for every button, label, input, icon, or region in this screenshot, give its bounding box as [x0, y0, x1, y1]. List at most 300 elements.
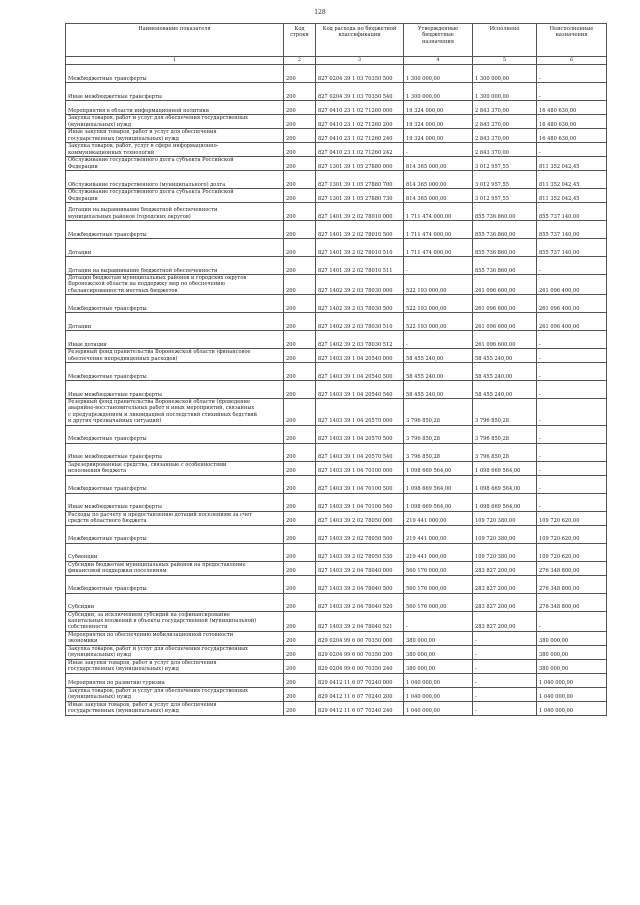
row-unexecuted: 261 096 400,00 [537, 275, 607, 295]
row-executed: 3 796 850,28 [473, 443, 537, 461]
row-name [66, 461, 284, 475]
table-row [66, 461, 607, 475]
row-name-line: с предупреждением и ликвидацией последствий стихийных бедствий [68, 411, 257, 418]
row-name [66, 83, 284, 101]
table-row [66, 189, 607, 203]
row-name [66, 659, 284, 673]
row-budget-code: 827 1403 39 1 04 20570 000 [316, 399, 404, 425]
row-name-line: Мероприятия по обеспечению мобилизационной готовности [68, 631, 234, 638]
row-budget-code: 827 1403 39 2 02 78050 530 [316, 543, 404, 561]
row-approved: - [404, 143, 473, 157]
row-line-code: 200 [284, 83, 316, 101]
row-executed: 1 098 669 564,00 [473, 475, 537, 493]
row-approved: 380 000,00 [404, 659, 473, 673]
row-line-code: 200 [284, 399, 316, 425]
row-line-code: 200 [284, 331, 316, 349]
row-approved: 380 000,00 [404, 631, 473, 645]
row-executed: 109 720 380,00 [473, 525, 537, 543]
row-name [66, 611, 284, 631]
row-executed: 261 096 600,00 [473, 295, 537, 313]
row-executed: 109 720 380,00 [473, 543, 537, 561]
row-line-code: 200 [284, 561, 316, 575]
row-name [66, 331, 284, 349]
row-line-code: 200 [284, 363, 316, 381]
row-approved: - [404, 331, 473, 349]
row-approved: 58 455 240,00 [404, 363, 473, 381]
row-executed: 3 796 850,28 [473, 425, 537, 443]
row-name [66, 701, 284, 715]
row-executed: - [473, 687, 537, 701]
row-budget-code: 827 1401 39 2 02 78010 000 [316, 203, 404, 221]
row-name-line: Обслуживание государственного (муниципального) долга [68, 181, 226, 188]
row-unexecuted: - [537, 143, 607, 157]
row-approved: 19 324 000,00 [404, 129, 473, 143]
row-unexecuted: 276 348 800,00 [537, 593, 607, 611]
row-line-code: 200 [284, 295, 316, 313]
row-executed: 58 455 240,00 [473, 363, 537, 381]
row-name-line: Межбюджетные трансферты [68, 75, 147, 82]
row-approved: 560 176 000,00 [404, 593, 473, 611]
row-name-line: Расходы по расчету и предоставлению дотаций поселениям за счет [68, 511, 253, 518]
row-name-line: Закупка товаров, работ, услуг в сфере информационно- [68, 143, 219, 150]
row-name [66, 475, 284, 493]
row-budget-code: 827 1402 39 2 03 78030 500 [316, 295, 404, 313]
column-number: 2 [284, 57, 316, 65]
row-name-line: Межбюджетные трансферты [68, 231, 147, 238]
table-row [66, 101, 607, 115]
table-row [66, 203, 607, 221]
row-approved: 3 796 850,28 [404, 425, 473, 443]
row-line-code: 200 [284, 575, 316, 593]
row-unexecuted: - [537, 331, 607, 349]
table-row [66, 611, 607, 631]
row-approved: 219 441 000,00 [404, 543, 473, 561]
row-name [66, 493, 284, 511]
column-number: 4 [404, 57, 473, 65]
row-line-code: 200 [284, 203, 316, 221]
row-approved: 560 176 000,00 [404, 561, 473, 575]
row-executed: 58 455 240,00 [473, 349, 537, 363]
row-name-line: Закупка товаров, работ и услуг для обеспечения государственных [68, 645, 249, 652]
row-name-line: собственности [68, 624, 108, 631]
row-approved: 1 300 000,00 [404, 65, 473, 83]
table-row [66, 331, 607, 349]
row-unexecuted: - [537, 493, 607, 511]
table-row [66, 425, 607, 443]
row-name-line: Иные закупки товаров, работ и услуг для обеспечения [68, 659, 217, 666]
column-number: 5 [473, 57, 537, 65]
row-name-line: капитальных вложений в объекты государственной (муниципальной) [68, 617, 257, 624]
row-line-code: 200 [284, 687, 316, 701]
table-row [66, 221, 607, 239]
row-name-line: Межбюджетные трансферты [68, 486, 147, 493]
row-name [66, 65, 284, 83]
budget-execution-table [65, 23, 607, 716]
row-executed: 3 012 957,55 [473, 171, 537, 189]
row-name [66, 171, 284, 189]
table-row [66, 381, 607, 399]
row-line-code: 200 [284, 189, 316, 203]
row-name-line: государственных (муниципальных) нужд [68, 708, 179, 715]
row-unexecuted: - [537, 349, 607, 363]
row-unexecuted: - [537, 381, 607, 399]
row-executed: - [473, 701, 537, 715]
row-name [66, 645, 284, 659]
row-executed: 2 843 370,00 [473, 129, 537, 143]
row-line-code: 200 [284, 425, 316, 443]
table-row [66, 543, 607, 561]
table-row [66, 295, 607, 313]
row-unexecuted: 811 352 042,45 [537, 157, 607, 171]
row-name-line: государственных (муниципальных) нужд [68, 666, 179, 673]
row-budget-code: 827 1403 39 1 04 20540 500 [316, 363, 404, 381]
row-budget-code: 829 0204 99 6 00 70350 240 [316, 659, 404, 673]
table-row [66, 115, 607, 129]
row-name [66, 399, 284, 425]
row-name-line: Иные дотации [68, 341, 107, 348]
row-unexecuted: - [537, 65, 607, 83]
row-name-line: Межбюджетные трансферты [68, 305, 147, 312]
row-approved: 1 711 474 000,00 [404, 239, 473, 257]
column-number: 3 [316, 57, 404, 65]
table-row [66, 687, 607, 701]
row-executed: 2 843 370,00 [473, 115, 537, 129]
row-line-code: 200 [284, 65, 316, 83]
row-executed: 283 827 200,00 [473, 611, 537, 631]
row-name-line: Воронежской области на поддержку мер по обеспечению [68, 281, 225, 288]
row-executed: 261 096 600,00 [473, 275, 537, 295]
row-executed: 283 827 200,00 [473, 575, 537, 593]
row-name-line: Иные закупки товаров, работ и услуг для обеспечения [68, 129, 217, 136]
row-executed: 3 796 850,28 [473, 399, 537, 425]
row-budget-code: 827 1403 39 1 04 20540 000 [316, 349, 404, 363]
row-name-line: Федерации [68, 195, 98, 202]
row-approved: 1 040 000,00 [404, 701, 473, 715]
table-row [66, 701, 607, 715]
row-approved: 3 796 850,28 [404, 399, 473, 425]
row-budget-code: 827 1401 39 2 02 78010 510 [316, 239, 404, 257]
row-name [66, 143, 284, 157]
row-budget-code: 827 1402 39 2 03 78030 510 [316, 313, 404, 331]
row-unexecuted: - [537, 257, 607, 275]
row-budget-code: 827 1403 39 1 04 70100 000 [316, 461, 404, 475]
column-number: 6 [537, 57, 607, 65]
row-budget-code: 827 1301 39 1 05 27880 730 [316, 189, 404, 203]
row-executed: 855 736 860,00 [473, 203, 537, 221]
row-name [66, 275, 284, 295]
header-row [66, 24, 607, 57]
table-row [66, 645, 607, 659]
row-line-code: 200 [284, 511, 316, 525]
row-unexecuted: 109 720 620,00 [537, 511, 607, 525]
row-name-line: экономики [68, 638, 98, 645]
row-executed: 2 843 370,00 [473, 101, 537, 115]
row-executed: 261 096 600,00 [473, 331, 537, 349]
row-unexecuted: 855 737 140,00 [537, 239, 607, 257]
row-budget-code: 827 0204 39 1 03 70350 540 [316, 83, 404, 101]
table-row [66, 659, 607, 673]
row-name-line: Резервный фонд правительства Воронежской области (проведение [68, 399, 251, 406]
row-executed: 1 300 000,00 [473, 65, 537, 83]
row-executed: 3 012 957,55 [473, 189, 537, 203]
row-unexecuted: - [537, 443, 607, 461]
row-name-line: Субсидии, за исключением субсидий на софинансирование [68, 611, 230, 618]
row-name-line: (муниципальных) нужд [68, 694, 131, 701]
row-name [66, 443, 284, 461]
row-approved: 380 000,00 [404, 645, 473, 659]
header-budget-code: Код расхода по бюджетной классификации [316, 24, 404, 57]
row-budget-code: 827 1403 39 2 04 78040 500 [316, 575, 404, 593]
row-budget-code: 827 1402 39 2 03 78030 000 [316, 275, 404, 295]
row-name-line: Иные межбюджетные трансферты [68, 391, 162, 398]
row-executed: 1 300 000,00 [473, 83, 537, 101]
row-line-code: 200 [284, 525, 316, 543]
row-line-code: 200 [284, 129, 316, 143]
row-unexecuted: 261 096 400,00 [537, 295, 607, 313]
row-budget-code: 827 1401 39 2 02 78010 500 [316, 221, 404, 239]
row-approved: 814 365 000,00 [404, 157, 473, 171]
table-row [66, 275, 607, 295]
row-budget-code: 827 0410 23 1 02 71260 000 [316, 101, 404, 115]
row-approved: 560 176 000,00 [404, 575, 473, 593]
table-body [66, 65, 607, 716]
row-line-code: 200 [284, 171, 316, 189]
table-row [66, 593, 607, 611]
row-budget-code: 827 1403 39 2 04 78040 000 [316, 561, 404, 575]
table-row [66, 129, 607, 143]
row-unexecuted: 16 480 630,00 [537, 129, 607, 143]
row-name-line: исполнения бюджета [68, 468, 127, 475]
row-approved: 1 098 669 564,00 [404, 493, 473, 511]
row-name [66, 561, 284, 575]
table-row [66, 575, 607, 593]
row-name-line: Дотации на выравнивание бюджетной обеспеченности [68, 267, 218, 274]
row-budget-code: 827 0410 23 1 02 71260 242 [316, 143, 404, 157]
page-number: 128 [314, 9, 326, 16]
row-name-line: финансовой поддержки поселениям [68, 568, 167, 575]
row-executed: 855 736 860,00 [473, 257, 537, 275]
row-name-line: Иные межбюджетные трансферты [68, 454, 162, 461]
row-approved: 522 193 000,00 [404, 313, 473, 331]
row-line-code: 200 [284, 645, 316, 659]
row-name [66, 295, 284, 313]
row-line-code: 200 [284, 143, 316, 157]
row-name [66, 511, 284, 525]
row-unexecuted: 276 348 800,00 [537, 575, 607, 593]
table-row [66, 143, 607, 157]
row-name [66, 349, 284, 363]
row-executed: 1 098 669 564,00 [473, 493, 537, 511]
column-number-row [66, 57, 607, 65]
row-unexecuted: - [537, 475, 607, 493]
row-line-code: 200 [284, 313, 316, 331]
row-budget-code: 827 0204 39 1 03 70350 500 [316, 65, 404, 83]
row-name-line: Резервный фонд правительства Воронежской области (финансовое [68, 349, 251, 356]
row-approved: 1 711 474 000,00 [404, 203, 473, 221]
row-approved: 58 455 240,00 [404, 381, 473, 399]
row-name-line: Закупка товаров, работ и услуг для обеспечения государственных [68, 115, 249, 122]
table-row [66, 171, 607, 189]
table-row [66, 257, 607, 275]
row-budget-code: 829 0204 99 6 00 70350 200 [316, 645, 404, 659]
table-row [66, 475, 607, 493]
row-approved: 814 365 000,00 [404, 171, 473, 189]
row-name [66, 221, 284, 239]
row-approved: 219 441 000,00 [404, 511, 473, 525]
row-unexecuted: 261 096 400,00 [537, 313, 607, 331]
row-name-line: Мероприятия в области информационной политики [68, 107, 210, 114]
row-name [66, 631, 284, 645]
row-unexecuted: 811 352 042,45 [537, 189, 607, 203]
row-name-line: обеспечение непредвиденных расходов) [68, 355, 178, 362]
row-unexecuted: 109 720 620,00 [537, 525, 607, 543]
row-unexecuted: 16 480 630,00 [537, 115, 607, 129]
row-name [66, 203, 284, 221]
row-unexecuted: 811 352 042,45 [537, 171, 607, 189]
row-executed: 283 827 200,00 [473, 593, 537, 611]
row-budget-code: 827 1403 39 1 04 20570 500 [316, 425, 404, 443]
row-name-line: государственных (муниципальных) нужд [68, 135, 179, 142]
row-approved: - [404, 611, 473, 631]
row-line-code: 200 [284, 493, 316, 511]
row-line-code: 200 [284, 115, 316, 129]
row-executed: 109 720 380,00 [473, 511, 537, 525]
row-approved: 1 098 669 564,00 [404, 475, 473, 493]
header-approved: Утвержденные бюджетные назначения [404, 24, 473, 57]
row-name-line: Субвенции [68, 554, 98, 561]
row-name-line: средств областного бюджета [68, 518, 147, 525]
row-budget-code: 827 0410 23 1 02 71260 200 [316, 115, 404, 129]
row-line-code: 200 [284, 157, 316, 171]
row-name [66, 525, 284, 543]
table-row [66, 631, 607, 645]
row-approved: 522 193 000,00 [404, 295, 473, 313]
table-row [66, 65, 607, 83]
row-name [66, 673, 284, 687]
row-name-line: (муниципальных) нужд [68, 652, 131, 659]
row-executed: 58 455 240,00 [473, 381, 537, 399]
row-approved: 58 455 240,00 [404, 349, 473, 363]
row-budget-code: 827 1403 39 1 04 70100 500 [316, 475, 404, 493]
row-executed: 283 827 200,00 [473, 561, 537, 575]
row-executed: 2 843 370,00 [473, 143, 537, 157]
row-name-line: сбалансированности местных бюджетов [68, 287, 178, 294]
row-unexecuted: 109 720 620,00 [537, 543, 607, 561]
row-name-line: Закупка товаров, работ и услуг для обеспечения государственных [68, 687, 249, 694]
row-unexecuted: 380 000,00 [537, 645, 607, 659]
row-name-line: муниципальных районов (городских округов) [68, 213, 191, 220]
row-approved: 19 324 000,00 [404, 115, 473, 129]
row-unexecuted: - [537, 363, 607, 381]
row-unexecuted: 16 480 630,00 [537, 101, 607, 115]
row-name [66, 575, 284, 593]
table-row [66, 363, 607, 381]
row-unexecuted: - [537, 83, 607, 101]
row-name [66, 129, 284, 143]
row-name-line: Межбюджетные трансферты [68, 586, 147, 593]
row-name-line: Субсидии бюджетам муниципальных районов на предоставление [68, 561, 246, 568]
row-unexecuted: 855 737 140,00 [537, 221, 607, 239]
row-approved: 814 365 000,00 [404, 189, 473, 203]
row-name [66, 425, 284, 443]
row-executed: - [473, 631, 537, 645]
row-line-code: 200 [284, 221, 316, 239]
row-line-code: 200 [284, 381, 316, 399]
row-name-line: Обслуживание государственного долга субъекта Российской [68, 189, 234, 196]
row-name-line: Иные закупки товаров, работ и услуг для обеспечения [68, 701, 217, 708]
table-row [66, 511, 607, 525]
row-unexecuted: - [537, 611, 607, 631]
row-name-line: Межбюджетные трансферты [68, 373, 147, 380]
row-budget-code: 827 1403 39 2 02 78050 000 [316, 511, 404, 525]
row-executed: 261 096 600,00 [473, 313, 537, 331]
row-executed: - [473, 673, 537, 687]
column-number: 1 [66, 57, 284, 65]
table-row [66, 493, 607, 511]
row-line-code: 200 [284, 611, 316, 631]
row-approved: 1 040 000,00 [404, 673, 473, 687]
row-name [66, 189, 284, 203]
row-line-code: 200 [284, 673, 316, 687]
row-approved: 3 796 850,28 [404, 443, 473, 461]
row-name [66, 101, 284, 115]
row-name-line: Межбюджетные трансферты [68, 436, 147, 443]
row-budget-code: 827 1403 39 2 04 78040 521 [316, 611, 404, 631]
row-name-line: Субсидии [68, 604, 95, 611]
row-budget-code: 827 1403 39 1 04 70100 540 [316, 493, 404, 511]
row-budget-code: 829 0412 11 6 07 70240 000 [316, 673, 404, 687]
row-executed: - [473, 659, 537, 673]
row-executed: 855 736 860,00 [473, 239, 537, 257]
row-budget-code: 829 0412 11 6 07 70240 200 [316, 687, 404, 701]
row-budget-code: 827 0410 23 1 02 71260 240 [316, 129, 404, 143]
row-name [66, 157, 284, 171]
row-line-code: 200 [284, 659, 316, 673]
row-budget-code: 827 1403 39 2 02 78050 500 [316, 525, 404, 543]
row-budget-code: 827 1401 39 2 02 78010 511 [316, 257, 404, 275]
row-name [66, 687, 284, 701]
row-name-line: Иные межбюджетные трансферты [68, 93, 162, 100]
row-name [66, 313, 284, 331]
row-approved: - [404, 257, 473, 275]
table-row [66, 239, 607, 257]
row-name-line: Дотации [68, 249, 92, 256]
row-unexecuted: 276 348 800,00 [537, 561, 607, 575]
row-name [66, 257, 284, 275]
table-row [66, 525, 607, 543]
row-approved: 1 711 474 000,00 [404, 221, 473, 239]
row-line-code: 200 [284, 475, 316, 493]
row-budget-code: 827 1403 39 1 04 20540 540 [316, 381, 404, 399]
header-executed: Исполнено [473, 24, 537, 57]
row-approved: 19 324 000,00 [404, 101, 473, 115]
row-name-line: Федерации [68, 163, 98, 170]
row-name-line: Иные межбюджетные трансферты [68, 504, 162, 511]
table-row [66, 443, 607, 461]
row-name-line: Дотации бюджетам муниципальных районов и городских округов [68, 275, 247, 281]
row-unexecuted: - [537, 399, 607, 425]
row-name-line: и других чрезвычайных ситуаций) [68, 418, 162, 425]
row-line-code: 200 [284, 593, 316, 611]
row-executed: 1 098 669 564,00 [473, 461, 537, 475]
row-name-line: Дотации [68, 323, 92, 330]
row-budget-code: 829 0204 99 6 00 70350 000 [316, 631, 404, 645]
row-budget-code: 827 1301 39 1 05 27880 700 [316, 171, 404, 189]
row-approved: 1 040 000,00 [404, 687, 473, 701]
table-row [66, 349, 607, 363]
row-line-code: 200 [284, 101, 316, 115]
row-line-code: 200 [284, 701, 316, 715]
